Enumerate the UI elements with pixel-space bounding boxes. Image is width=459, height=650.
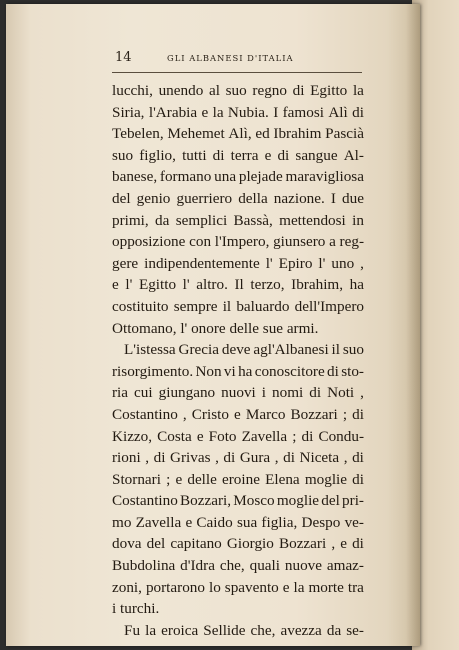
text-line: Stornari ; e delle eroine Elena moglie di [112, 470, 364, 488]
text-line: Costantino , Cristo e Marco Bozzari ; di [112, 405, 364, 423]
text-line: suo figlio, tutti di terra e di sangue Al- [112, 146, 364, 164]
page-number: 14 [115, 50, 132, 65]
text-line: primi, da semplici Bassà, mettendosi in [112, 211, 364, 229]
text-line: Costantino Bozzari, Mosco moglie del pri- [112, 492, 364, 510]
text-line: e l' Egitto l' altro. Il terzo, Ibrahim, ha [112, 276, 364, 294]
text-line: Tebelen, Mehemet Alì, ed Ibrahim Pascià [112, 125, 364, 143]
page-header [101, 44, 371, 68]
text-line: risorgimento. Non vi ha conoscitore di sto- [112, 362, 364, 380]
text-line: zoni, portarono lo spavento e la morte tra [112, 578, 364, 596]
text-line: Kizzo, Costa e Foto Zavella ; di Condu- [112, 427, 364, 445]
text-line: opposizione con l'Impero, giunsero a reg- [112, 233, 364, 251]
text-line: gere indipendentemente l' Epiro l' uno , [112, 254, 364, 272]
text-line: Fu la eroica Sellide che, avezza da se- [124, 621, 364, 639]
text-line: L'istessa Grecia deve agl'Albanesi il suo [124, 341, 364, 359]
text-line: dova del capitano Giorgio Bozzari , e di [112, 535, 364, 553]
text-line: Bubdolina d'Idra che, quali nuove amaz- [112, 557, 364, 575]
text-line: banese, formano una plejade maravigliosa [112, 168, 364, 186]
body-text [112, 80, 364, 641]
text-line: del genio guerriero della nazione. I due [112, 189, 364, 207]
text-line: i turchi. [112, 600, 160, 618]
text-line: costituito sempre il baluardo dell'Impero [112, 297, 364, 315]
text-line: Ottomano, l' onore delle sue armi. [112, 319, 319, 337]
header-rule [112, 72, 362, 73]
running-title: GLI ALBANESI D'ITALIA [167, 53, 294, 63]
text-line: ria cui giungano nuovi i nomi di Noti , [112, 384, 364, 402]
text-line: lucchi, unendo al suo regno di Egitto la [112, 82, 364, 99]
text-line: mo Zavella e Caido sua figlia, Despo ve- [112, 513, 364, 531]
text-line: Siria, l'Arabia e la Nubia. I famosi Alì di [112, 103, 364, 121]
text-line: rioni , di Grivas , di Gura , di Niceta , di [112, 449, 364, 467]
